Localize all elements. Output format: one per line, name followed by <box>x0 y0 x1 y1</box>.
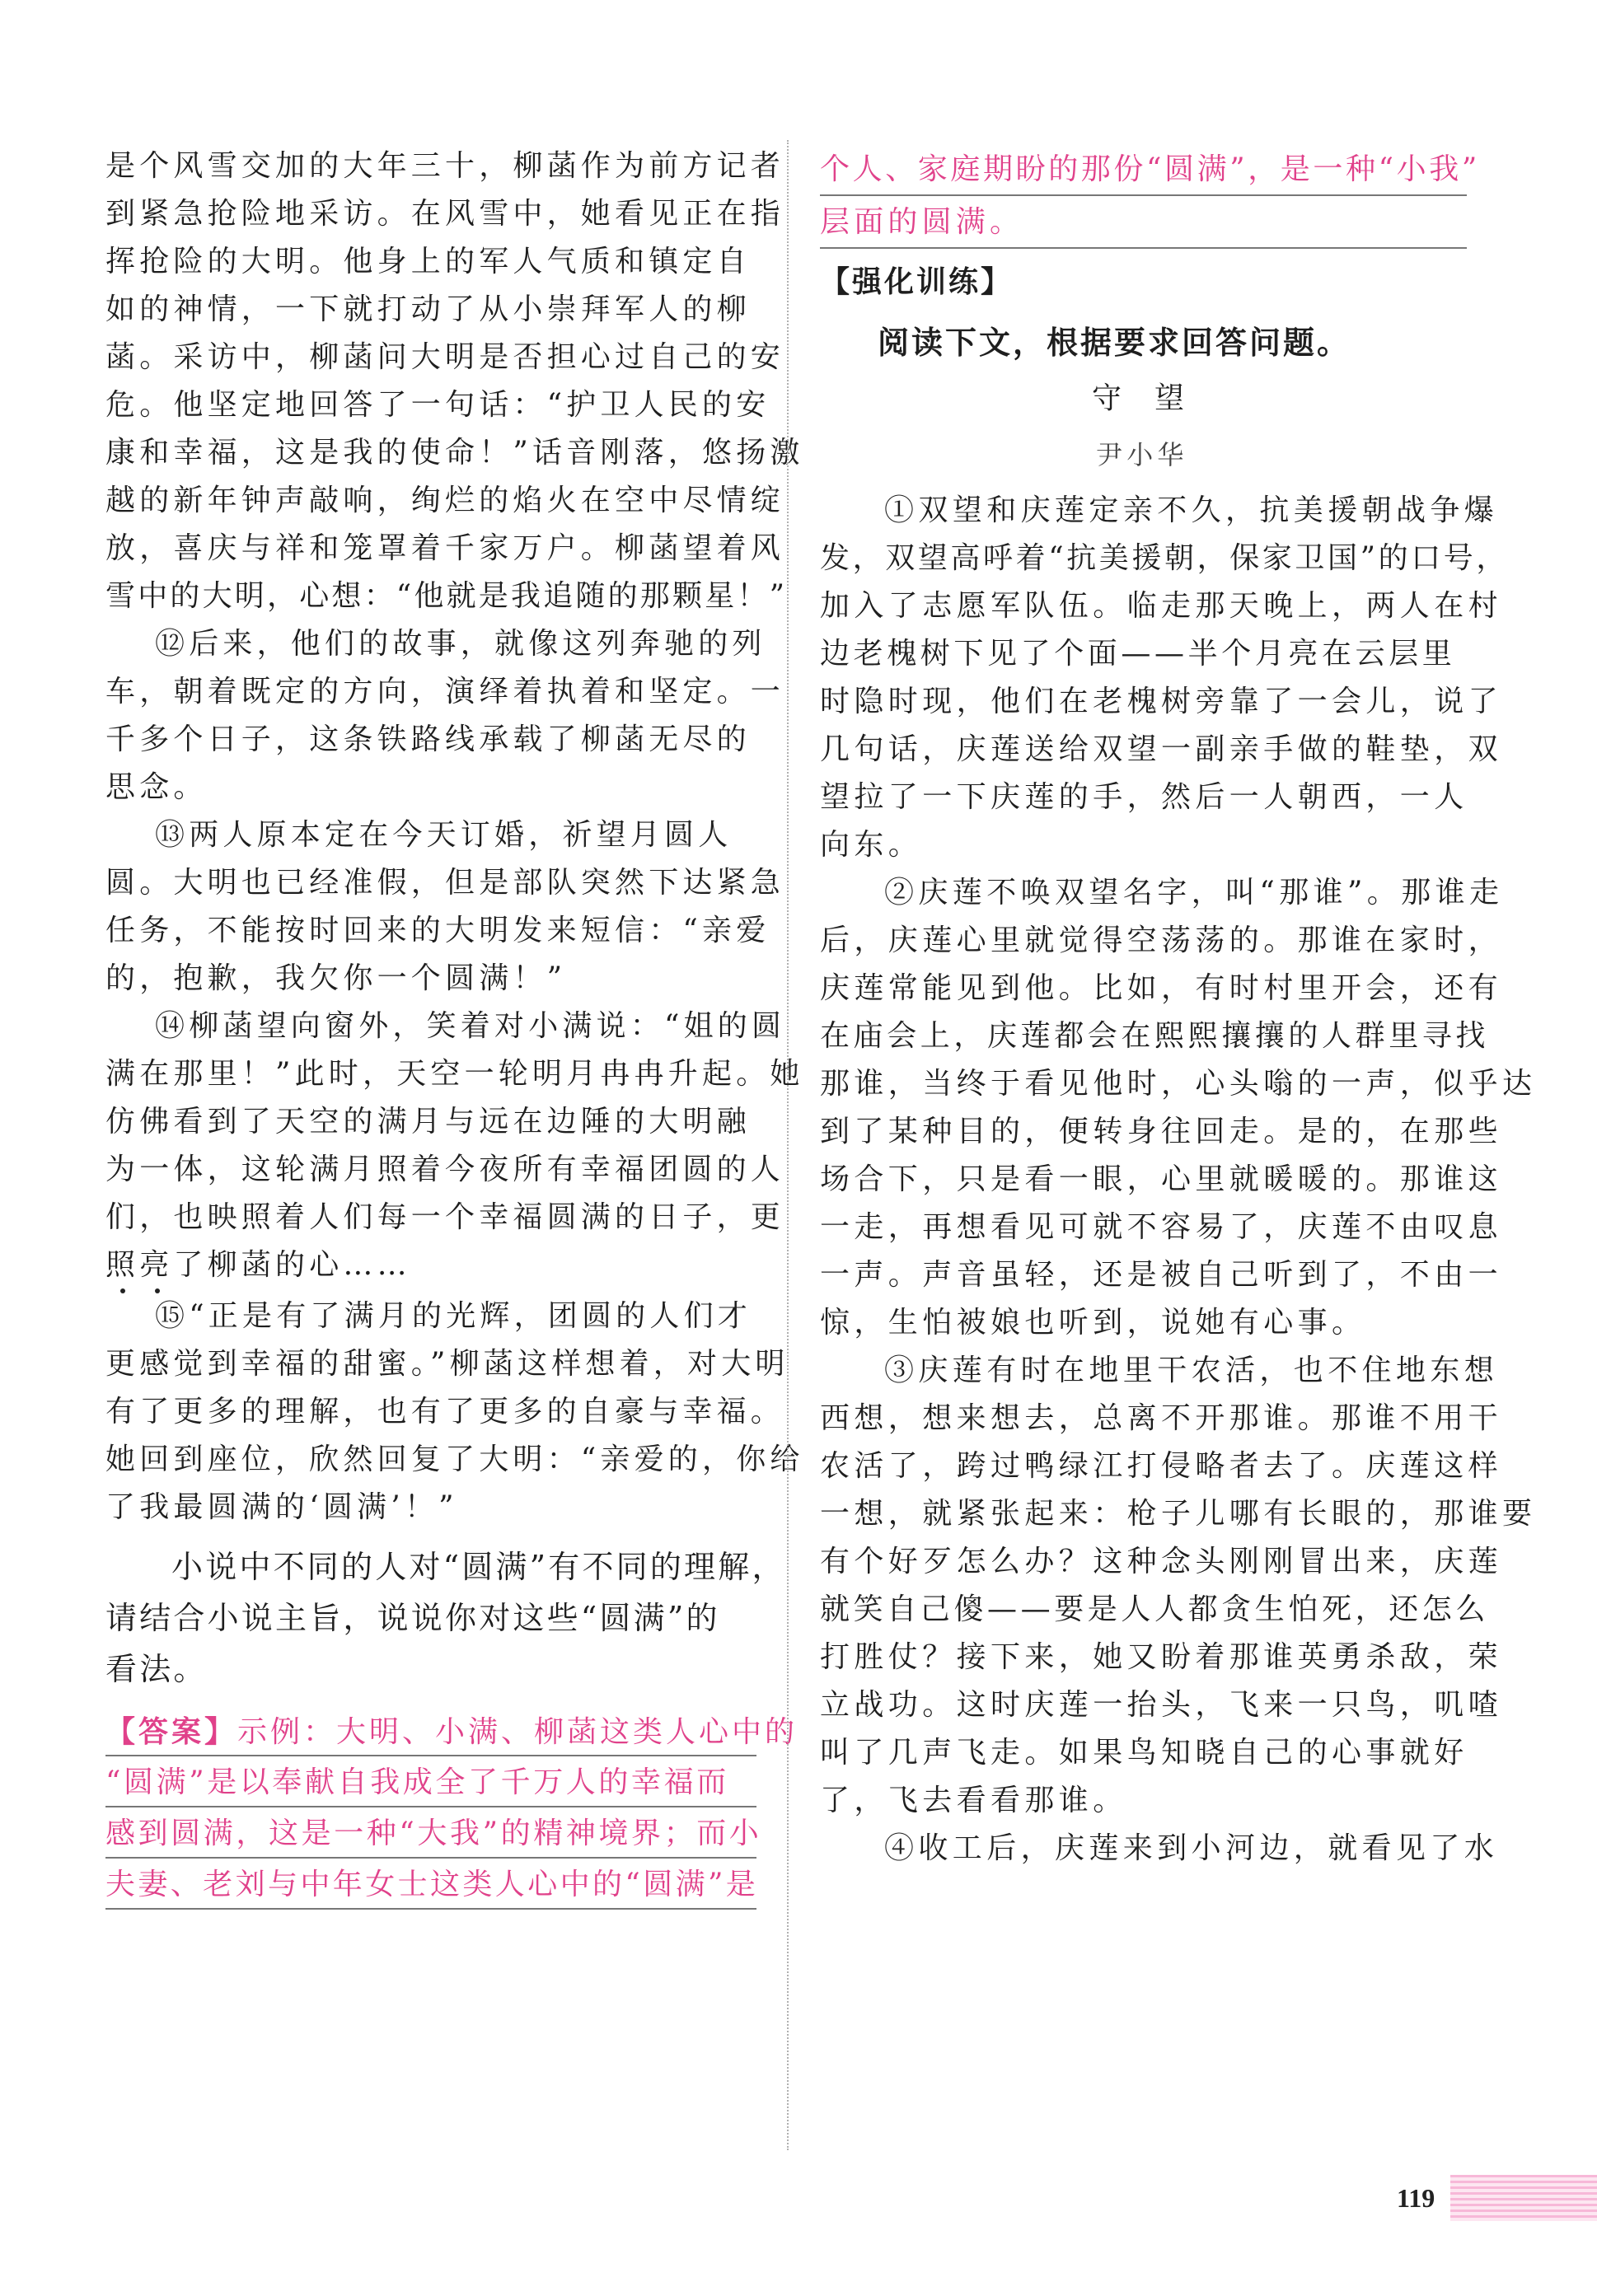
text-line: 一走，再想看见可就不容易了，庆莲不由叹息 <box>820 1210 1503 1244</box>
paragraph-12-start: ⑫后来，他们的故事，就像这列奔驰的列 <box>155 627 766 661</box>
instruction: 阅读下文，根据要求回答问题。 <box>878 324 1351 361</box>
text-line: 车，朝着既定的方向，演绎着执着和坚定。一 <box>105 675 785 708</box>
text-line: 为一体，这轮满月照着今夜所有幸福团圆的人 <box>105 1153 785 1186</box>
text-line: 有个好歹怎么办？这种念头刚刚冒出来，庆莲 <box>820 1545 1503 1578</box>
text-line: 是个风雪交加的大年三十，柳菡作为前方记者 <box>105 149 785 183</box>
text-line: 有了更多的理解，也有了更多的自豪与幸福。 <box>105 1395 785 1429</box>
text-line: 在庙会上，庆莲都会在熙熙攘攘的人群里寻找 <box>820 1019 1490 1053</box>
text-line: 农活了，跨过鸭绿江打侵略者去了。庆莲这样 <box>820 1449 1503 1483</box>
text-line: 思念。 <box>105 770 208 804</box>
text-line: 康和幸福，这是我的使命！”话音刚落，悠扬激 <box>105 436 804 470</box>
text-line: 了，飞去看看那谁。 <box>820 1784 1127 1817</box>
text-line: 雪中的大明，心想：“他就是我追随的那颗星！” <box>105 579 788 613</box>
text-line: 向东。 <box>820 828 923 862</box>
paragraph-14-start: ⑭柳菡望向窗外，笑着对小满说：“姐的圆 <box>155 1009 786 1043</box>
question-line: 请结合小说主旨，说说你对这些“圆满”的 <box>105 1600 720 1636</box>
paragraph-4-start: ④收工后，庆莲来到小河边，就看见了水 <box>884 1831 1499 1865</box>
answer-line <box>105 1712 798 1752</box>
answer-line: “圆满”是以奉献自我成全了千万人的幸福而 <box>105 1765 729 1799</box>
text-line: 西想，想来想去，总离不开那谁。那谁不用干 <box>820 1401 1503 1435</box>
text-line: 们，也映照着人们每一个幸福圆满的日子，更 <box>105 1200 785 1234</box>
section-heading: 【强化训练】 <box>820 264 1014 299</box>
answer-underline <box>105 1857 756 1859</box>
text-line: 到紧急抢险地采访。在风雪中，她看见正在指 <box>105 197 785 231</box>
answer-underline <box>105 1806 756 1807</box>
emphasis-dot <box>120 1288 125 1293</box>
column-divider <box>787 140 789 2150</box>
text-line: 场合下，只是看一眼，心里就暖暖的。那谁这 <box>820 1162 1503 1196</box>
answer-line: 感到圆满，这是一种“大我”的精神境界；而小 <box>105 1817 762 1850</box>
emphasis-dot <box>155 1288 160 1293</box>
answer-continued-line: 个人、家庭期盼的那份“圆满”，是一种“小我” <box>820 152 1480 186</box>
text-line: 如的神情，一下就打动了从小崇拜军人的柳 <box>105 292 751 326</box>
text-line: 到了某种目的，便转身往回走。是的，在那些 <box>820 1115 1503 1148</box>
text-line: 那谁，当终于看见他时，心头嗡的一声，似乎达 <box>820 1067 1537 1101</box>
text-line: 庆莲常能见到他。比如，有时村里开会，还有 <box>820 971 1503 1005</box>
text-line: 仿佛看到了天空的满月与远在边陲的大明融 <box>105 1105 751 1139</box>
text-line: 一声。声音虽轻，还是被自己听到了，不由一 <box>820 1258 1503 1292</box>
page-number: 119 <box>1397 2183 1435 2213</box>
text-line: 她回到座位，欣然回复了大明：“亲爱的，你给 <box>105 1443 804 1476</box>
text-line: 照亮了柳菡的心…… <box>105 1248 411 1282</box>
paragraph-2-start: ②庆莲不唤双望名字，叫“那谁”。那谁走 <box>884 876 1504 910</box>
text-line: 时隐时现，他们在老槐树旁靠了一会儿，说了 <box>820 685 1503 718</box>
answer-underline <box>105 1755 756 1756</box>
text-line: 更感觉到幸福的甜蜜。”柳菡这样想着，对大明 <box>105 1347 789 1381</box>
text-line: 后，庆莲心里就觉得空荡荡的。那谁在家时， <box>820 924 1503 957</box>
text-line: 千多个日子，这条铁路线承载了柳菡无尽的 <box>105 722 751 756</box>
paragraph-1-start: ①双望和庆莲定亲不久，抗美援朝战争爆 <box>884 493 1499 527</box>
text-line: 放，喜庆与祥和笼罩着千家万户。柳菡望着风 <box>105 531 785 565</box>
text-line: 的，抱歉，我欠你一个圆满！” <box>105 961 567 995</box>
answer-line: 夫妻、老刘与中年女士这类人心中的“圆满”是 <box>105 1868 759 1901</box>
text-line: 打胜仗？接下来，她又盼着那谁英勇杀敌，荣 <box>820 1640 1503 1674</box>
text-line: 菡。采访中，柳菡问大明是否担心过自己的安 <box>105 340 785 374</box>
text-line: 任务，不能按时回来的大明发来短信：“亲爱 <box>105 914 770 947</box>
answer-continued-line: 层面的圆满。 <box>820 205 1024 239</box>
text-line: 挥抢险的大明。他身上的军人气质和镇定自 <box>105 245 751 278</box>
page-corner-stripes <box>1450 2175 1597 2221</box>
text-line: 了我最圆满的‘圆满’！” <box>105 1490 458 1524</box>
text-line: 就笑自己傻——要是人人都贪生怕死，还怎么 <box>820 1592 1490 1626</box>
text-line: 一想，就紧张起来：枪子儿哪有长眼的，那谁要 <box>820 1497 1537 1531</box>
text-line: 危。他坚定地回答了一句话：“护卫人民的安 <box>105 388 770 422</box>
answer-underline <box>820 247 1467 249</box>
question-line: 小说中不同的人对“圆满”有不同的理解， <box>171 1549 786 1585</box>
text-line: 发，双望高呼着“抗美援朝，保家卫国”的口号， <box>820 541 1510 575</box>
text-line: 几句话，庆莲送给双望一副亲手做的鞋垫，双 <box>820 732 1503 766</box>
text-line: 满在那里！”此时，天空一轮明月冉冉升起。她 <box>105 1057 804 1091</box>
story-title: 守望 <box>1092 381 1218 415</box>
paragraph-15-start: ⑮“正是有了满月的光辉，团圆的人们才 <box>155 1299 752 1333</box>
answer-underline <box>105 1908 756 1910</box>
text-line: 圆。大明也已经准假，但是部队突然下达紧急 <box>105 866 785 900</box>
text-line: 越的新年钟声敲响，绚烂的焰火在空中尽情绽 <box>105 484 785 517</box>
text-line: 边老槐树下见了个面——半个月亮在云层里 <box>820 637 1456 671</box>
answer-text: 示例：大明、小满、柳菡这类人心中的 <box>237 1715 798 1749</box>
text-line: 叫了几声飞走。如果鸟知晓自己的心事就好 <box>820 1736 1468 1770</box>
paragraph-13-start: ⑬两人原本定在今天订婚，祈望月圆人 <box>155 818 733 852</box>
author: 尹小华 <box>1096 439 1188 470</box>
question-line: 看法。 <box>105 1651 208 1687</box>
answer-underline <box>820 194 1467 196</box>
text-line: 惊，生怕被娘也听到，说她有心事。 <box>820 1306 1366 1340</box>
paragraph-3-start: ③庆莲有时在地里干农活，也不住地东想 <box>884 1354 1499 1387</box>
answer-tag: 【答案】 <box>105 1714 238 1749</box>
text-line: 望拉了一下庆莲的手，然后一人朝西，一人 <box>820 780 1468 814</box>
text-line: 立战功。这时庆莲一抬头，飞来一只鸟，叽喳 <box>820 1688 1503 1722</box>
text-line: 加入了志愿军队伍。临走那天晚上，两人在村 <box>820 589 1503 623</box>
